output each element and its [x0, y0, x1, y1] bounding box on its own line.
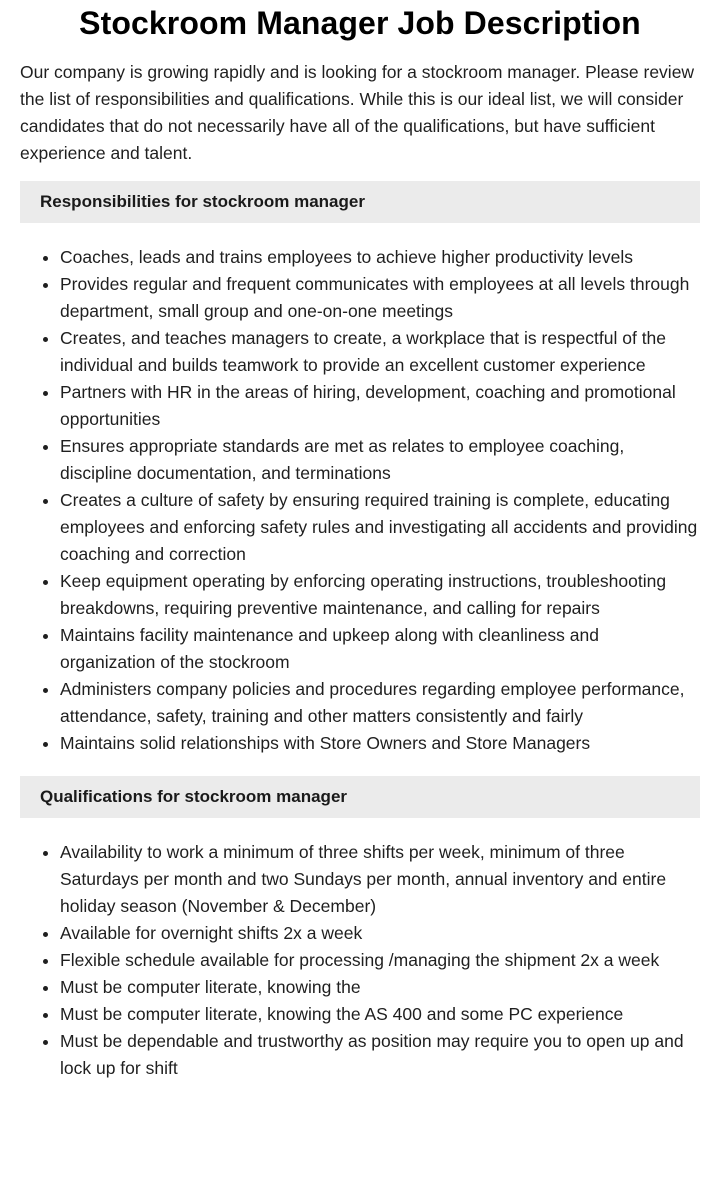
qualification-item: • Availability to work a minimum of three shifts per week, minimum of three Saturdays per month and two Sundays per month, annual inventory and entire holiday season (November & December) [60, 839, 700, 920]
qualification-item: • Available for overnight shifts 2x a week [60, 920, 700, 947]
responsibility-item: • Coaches, leads and trains employees to achieve higher productivity levels [60, 244, 700, 271]
responsibility-item: • Partners with HR in the areas of hiring, development, coaching and promotional opportunities [60, 379, 700, 433]
qualifications-list [20, 839, 700, 1082]
responsibility-item: • Maintains facility maintenance and upkeep along with cleanliness and organization of the stockroom [60, 622, 700, 676]
qualification-item: • Must be computer literate, knowing the [60, 974, 700, 1001]
responsibility-item: • Maintains solid relationships with Store Owners and Store Managers [60, 730, 700, 757]
page-title: Stockroom Manager Job Description [79, 5, 641, 41]
responsibility-item: • Creates, and teaches managers to create, a workplace that is respectful of the individual and builds teamwork to provide an excellent customer experience [60, 325, 700, 379]
qualification-item: • Must be dependable and trustworthy as position may require you to open up and lock up for shift [60, 1028, 700, 1082]
qualification-item: • Flexible schedule available for processing /managing the shipment 2x a week [60, 947, 700, 974]
responsibilities-list [20, 244, 700, 757]
responsibility-item: • Keep equipment operating by enforcing operating instructions, troubleshooting breakdowns, requiring preventive maintenance, and calling for repairs [60, 568, 700, 622]
responsibility-item: • Ensures appropriate standards are met as relates to employee coaching, discipline documentation, and terminations [60, 433, 700, 487]
responsibility-item: • Provides regular and frequent communicates with employees at all levels through department, small group and one-on-one meetings [60, 271, 700, 325]
qualification-item: • Must be computer literate, knowing the AS 400 and some PC experience [60, 1001, 700, 1028]
responsibility-item: • Creates a culture of safety by ensuring required training is complete, educating employees and enforcing safety rules and investigating all accidents and providing coaching and correction [60, 487, 700, 568]
qualifications-heading: Qualifications for stockroom manager [20, 776, 700, 818]
responsibility-item: • Administers company policies and procedures regarding employee performance, attendance, safety, training and other matters consistently and fairly [60, 676, 700, 730]
responsibilities-heading: Responsibilities for stockroom manager [20, 181, 700, 223]
intro-paragraph: Our company is growing rapidly and is looking for a stockroom manager. Please review the list of responsibilities and qualifications. While this is our ideal list, we will consider candidates that do not necessarily have all of the qualifications, but have sufficient experience and talent. [20, 62, 695, 163]
